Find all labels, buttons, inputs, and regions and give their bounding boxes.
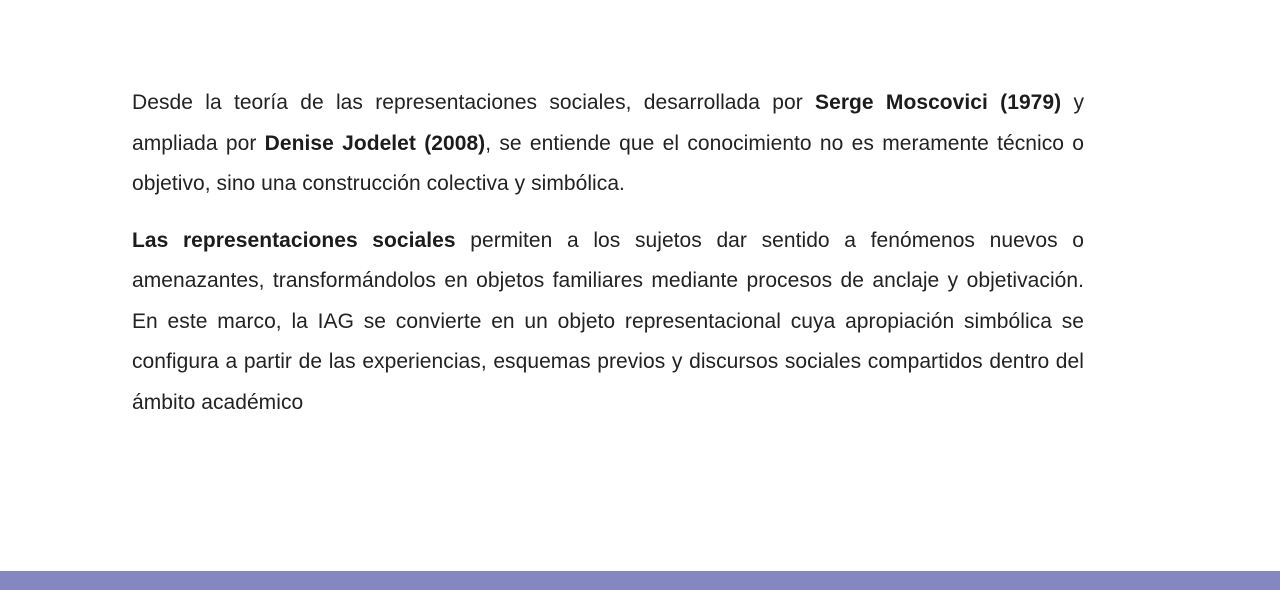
footer-bar bbox=[0, 571, 1280, 590]
document-body bbox=[132, 83, 1084, 423]
paragraph-1-text-2: y ampliada por bbox=[132, 91, 1085, 155]
paragraph-2 bbox=[132, 221, 1084, 424]
paragraph-1-text-3: , se entiende que el conocimiento no es meramente técnico o objetivo, sino una construcción colectiva y simbólica. bbox=[132, 131, 1085, 195]
author-moscovici: Serge Moscovici (1979) bbox=[815, 91, 1062, 114]
author-jodelet: Denise Jodelet (2008) bbox=[264, 131, 486, 155]
term-representaciones-sociales: Las representaciones sociales bbox=[132, 228, 456, 252]
paragraph-2-text-1: permiten a los sujetos dar sentido a fenómenos nuevos o amenazantes, transformándolos en objetos familiares mediante procesos de anclaje y objetivación. En este marco, la IAG se convierte en un objeto representacional cuya apropiación simbólica se configura a partir de las experiencias, esquemas previos y discursos sociales compartidos dentro del ámbito académico bbox=[132, 228, 1084, 414]
paragraph-1 bbox=[132, 83, 1084, 205]
paragraph-1-text-1: Desde la teoría de las representaciones sociales, desarrollada por bbox=[132, 91, 816, 114]
